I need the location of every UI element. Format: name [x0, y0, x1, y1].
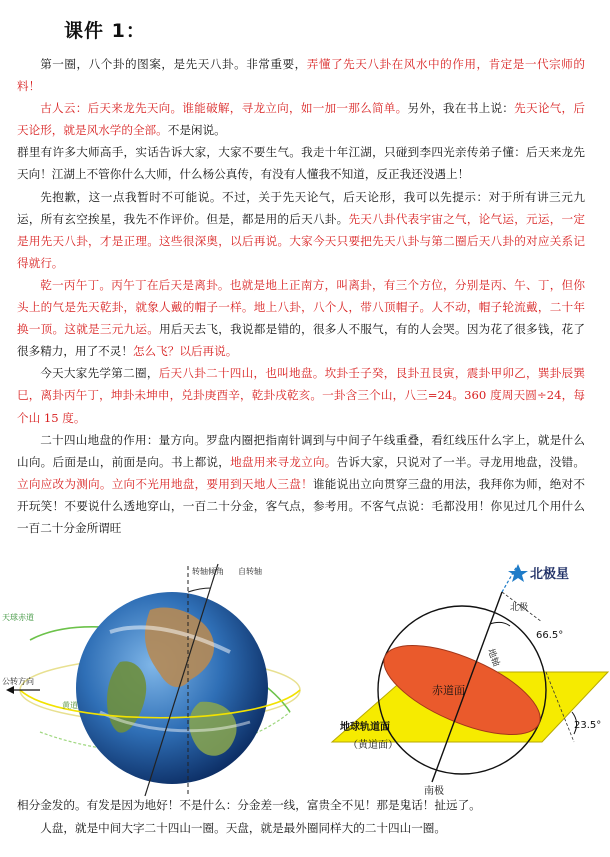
label-tilt: 转轴倾角	[192, 567, 224, 576]
body-text: 群里有许多大师高手，实话告诉大家，大家不要生气。我走十年江湖，只碰到李四光亲传弟子懂：后天来龙先天向！江湖上不管你什么大师，什么杨公真传，有没有人懂我不知道，反正我还没遇上！	[17, 145, 585, 182]
label-angle-bottom: 23.5°	[574, 720, 602, 731]
body-text: 第一圈，八个卦的图案，是先天八卦。非常重要，	[40, 57, 307, 71]
ecliptic-illustration	[312, 562, 610, 798]
highlight-text: 地盘用来寻龙立向。	[230, 454, 337, 469]
label-orbit-plane: 地球轨道面	[340, 722, 390, 733]
ecliptic-figure	[312, 562, 610, 798]
highlight-text: 弄懂了先天八卦在风水中的作用，肯定是一代宗师的料！	[17, 57, 585, 94]
highlight-text: 古人云：后天来龙先天向。谁能破解，寻龙立向，如一加一那么简单。	[40, 101, 408, 116]
label-orbit-direction: 公转方向	[2, 677, 34, 686]
figure-row	[0, 562, 610, 798]
paragraph	[17, 186, 585, 274]
highlight-text: 后天八卦二十四山，也叫地盘。坎卦壬子癸，艮卦丑艮寅，震卦甲卯乙，巽卦辰巽巳，离卦丙午丁，坤卦未坤申，兑卦庚酉辛，乾卦戌乾亥。一卦含三个山，八三=24。360 度周天圆÷24，每个山 15 度。	[17, 366, 585, 425]
body-text: 不是闲说。	[167, 123, 226, 138]
label-ecliptic: 黄道	[62, 701, 78, 710]
body-text: 谁能说出立向贯穿三盘的用法，我拜你为师，绝对不开玩笑！不要说什么透地穿山，一百二十分金，客气点，参考用。不客气点说：毛都没用！你见过几个用什么一百二十分金所谓旺	[17, 476, 585, 535]
earth-tilt-figure	[0, 562, 310, 798]
body-text: 告诉大家，只说对了一半。寻龙用地盘，没错。	[336, 454, 585, 469]
highlight-text: 怎么飞？以后再说。	[132, 344, 238, 359]
body-text: 用后天去飞，我说都是错的，很多人不服气，有的人会哭。因为花了很多钱，花了很多精力，用了不灵！	[17, 322, 585, 359]
bottom-line-1: 相分金发的。有发是因为地好！不是什么：分金差一线，富贵全不见！那是鬼话！扯远了。	[17, 798, 481, 812]
paragraph	[17, 362, 585, 428]
paragraph	[17, 429, 585, 539]
label-north-pole: 北极	[510, 603, 529, 613]
earth-tilt-illustration	[0, 562, 310, 798]
highlight-text: 乾一丙午丁。丙午丁在后天是离卦。也就是地上正南方，叫离卦，有三个方位，分别是丙、午、丁，但你头上的气是先天乾卦，就象人戴的帽子一样。地上八卦，八个人，带八顶帽子。人不动，帽子轮流戴，二十年换一顶。这就是三元九运。	[17, 277, 585, 337]
paragraph	[17, 97, 585, 141]
label-angle-top: 66.5°	[536, 630, 564, 641]
main-text	[17, 53, 585, 539]
page-title: 课件 1：	[64, 20, 146, 42]
polaris-star-icon	[508, 564, 528, 582]
label-equator-plane: 赤道面	[432, 684, 465, 697]
body-text: 另外，我在书上说：	[407, 101, 515, 116]
highlight-text: 立向应改为测向。立向不光用地盘，要用到天地人三盘！	[17, 476, 313, 491]
label-ecliptic-plane: （黄道面）	[348, 740, 398, 751]
label-rotation-axis: 自转轴	[238, 567, 262, 576]
highlight-text: 先天论气，后天论形，就是风水学的全部。	[17, 101, 585, 138]
paragraph	[17, 53, 585, 97]
label-axis: 地轴	[485, 647, 501, 668]
body-text: 今天大家先学第二圈，	[40, 366, 159, 381]
label-south-pole: 南极	[424, 786, 444, 797]
label-celestial-equator: 天球赤道	[2, 613, 34, 622]
body-text: 二十四山地盘的作用：量方向。罗盘内圈把指南针调到与中间子午线重叠，看红线压什么字上，就是什么山向。后面是山，前面是向。书上都说，	[17, 432, 585, 469]
bottom-text	[17, 794, 597, 839]
paragraph	[17, 141, 585, 185]
label-polaris: 北极星	[530, 567, 570, 582]
bottom-line-2: 人盘，就是中间大字二十四山一圈。天盘，就是最外圈同样大的二十四山一圈。	[40, 820, 446, 835]
body-text: 先抱歉，这一点我暂时不可能说。不过，关于先天论气，后天论形，我可以先提示：对于所有讲三元九运，所有玄空挨星，我先不作评价。但是，都是用的后天八卦。	[17, 189, 585, 226]
highlight-text: 先天八卦代表宇宙之气，论气运，元运，一定是用先天八卦，才是正理。这些很深奥，以后再说。大家今天只要把先天八卦与第二圈后天八卦的对应关系记得就行。	[17, 211, 585, 270]
paragraph	[17, 274, 585, 362]
